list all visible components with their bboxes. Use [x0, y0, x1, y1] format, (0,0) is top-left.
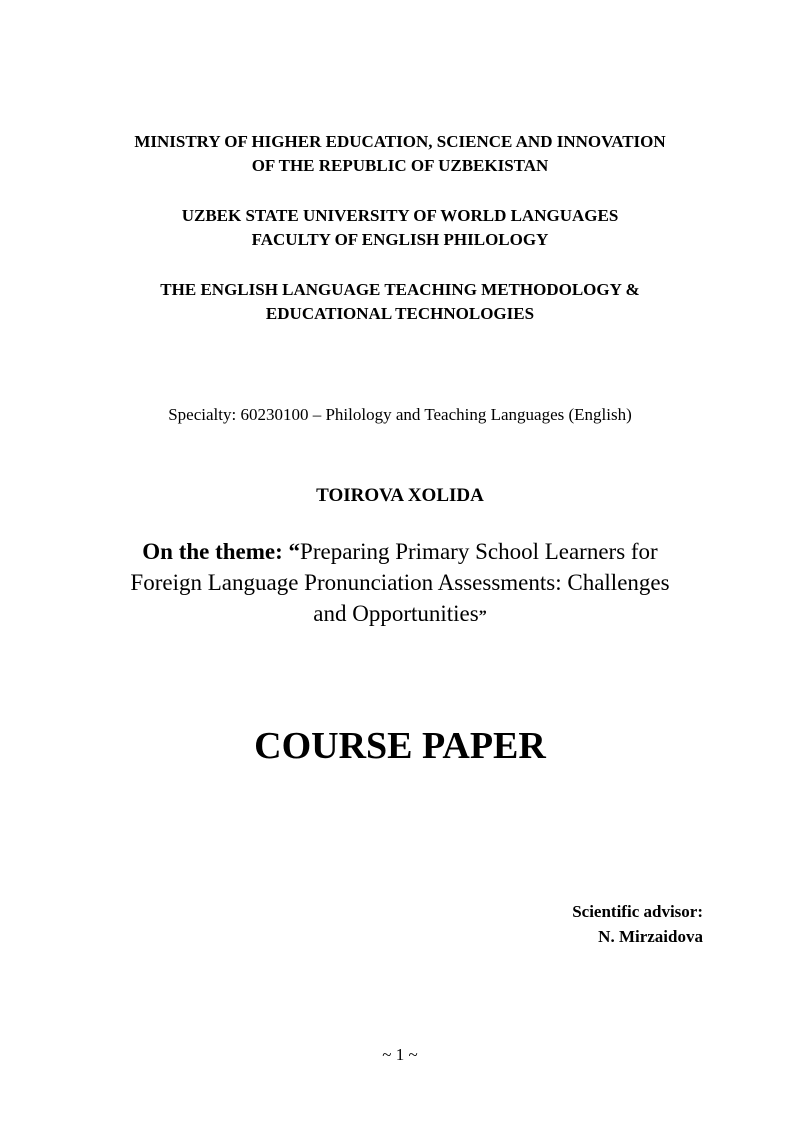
advisor-block	[572, 899, 703, 949]
theme-text-1: Preparing Primary School Learners for	[300, 539, 658, 564]
open-quote: “	[288, 539, 301, 564]
faculty-line: FACULTY OF ENGLISH PHILOLOGY	[251, 230, 549, 249]
university-heading	[0, 204, 800, 252]
author-name: TOIROVA XOLIDA	[316, 485, 484, 506]
close-quote: ”	[478, 608, 487, 625]
page-number: ~ 1 ~	[382, 1045, 418, 1064]
theme-line-2: Foreign Language Pronunciation Assessments: Challenges	[130, 570, 670, 595]
theme-text-3: and Opportunities	[313, 601, 479, 626]
department-line-2: EDUCATIONAL TECHNOLOGIES	[265, 304, 535, 323]
advisor-name: N. Mirzaidova	[598, 927, 703, 946]
theme-label: On the theme:	[142, 539, 289, 564]
department-heading	[0, 278, 800, 326]
ministry-heading	[0, 130, 800, 178]
document-type-title: COURSE PAPER	[254, 725, 546, 767]
specialty-line: Specialty: 60230100 – Philology and Teaching Languages (English)	[168, 405, 632, 424]
theme-line-3	[0, 598, 800, 632]
ministry-line-2: OF THE REPUBLIC OF UZBEKISTAN	[251, 156, 549, 175]
theme-title	[0, 536, 800, 632]
advisor-label: Scientific advisor:	[572, 902, 703, 921]
ministry-line-1: MINISTRY OF HIGHER EDUCATION, SCIENCE AND INNOVATION	[134, 132, 666, 151]
university-line-1: UZBEK STATE UNIVERSITY OF WORLD LANGUAGES	[181, 206, 619, 225]
department-line-1: THE ENGLISH LANGUAGE TEACHING METHODOLOGY &	[160, 280, 640, 299]
theme-line-1	[0, 536, 800, 567]
